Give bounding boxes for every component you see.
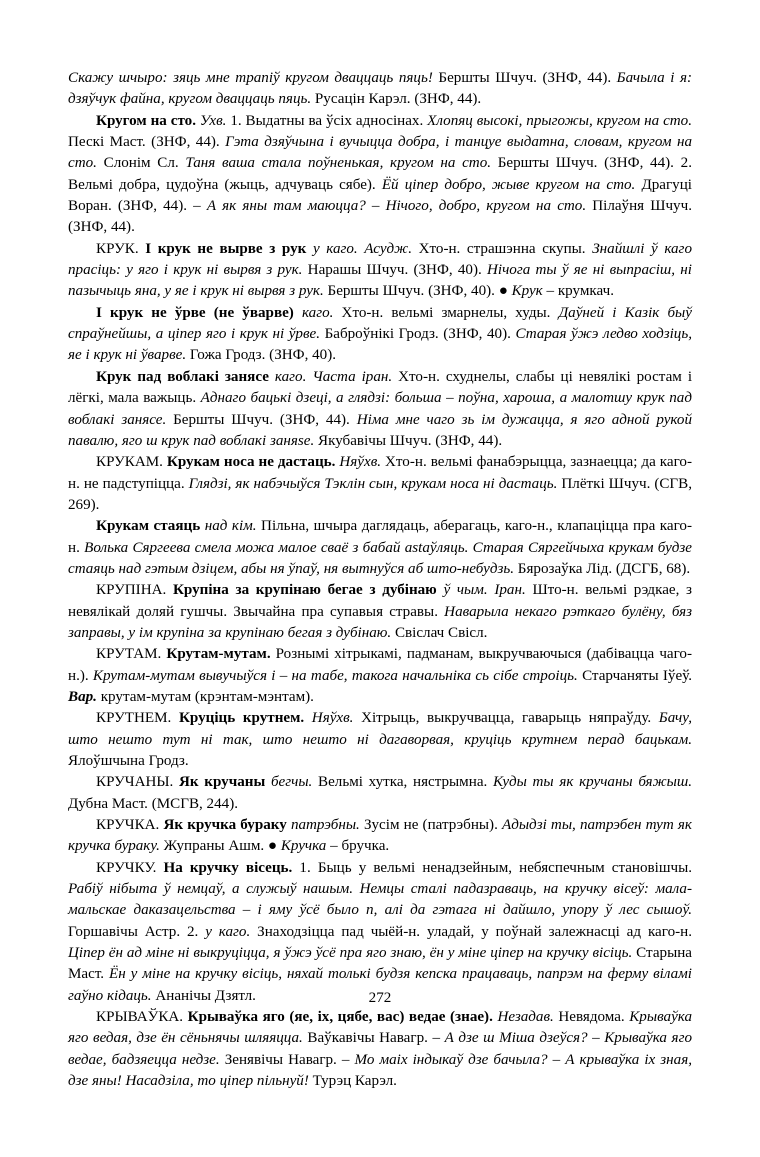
example-or-label: бегчы. xyxy=(270,774,313,791)
definition-text: крутам-мутам (крэнтам-мэнтам). xyxy=(96,688,314,705)
idiom-headword: Як кручаны xyxy=(179,774,266,791)
example-or-label: Няўхв. xyxy=(339,454,382,471)
definition-text: Русацін Карэл. (ЗНФ, 44). xyxy=(311,91,482,108)
definition-text: Бярозаўка Лід. (ДСГБ, 68). xyxy=(514,560,691,577)
example-or-label: Таня ваша стала поўненькая, кругом на сто. xyxy=(185,155,492,172)
example-or-label: Адыдзі ты, патрэбен тут як кручка бураку. xyxy=(68,817,692,855)
example-or-label: каго. Часта іран. xyxy=(274,368,393,385)
definition-text: Зусім не (патрэбны). xyxy=(359,817,502,834)
example-or-label: Скажу шчыро: зяць мне трапіў кругом дваццаць пяць! xyxy=(68,70,433,86)
example-or-label: – А дзе ш Міша дзеўся? – Крываўка яго ведае, бадзяецца недзе. xyxy=(68,1030,693,1068)
definition-text: – крумкач. xyxy=(542,283,614,300)
page-number: 272 xyxy=(368,990,392,1006)
definition-text: Знаходзіцца пад чыёй-н. уладай, у поўнай залежнасці ад каго-н. xyxy=(250,923,692,940)
definition-text: КРЫВАЎКА. xyxy=(96,1009,188,1026)
example-or-label: Кручка xyxy=(280,838,327,855)
definition-text: Хто-н. схуднелы, слабы ці невялікі ростам і лёгкі, мала важыць. xyxy=(68,368,693,407)
example-or-label: Волька Сяргеева смела можа малое сваё з бабай astaўляць. Старая Сяргейчыха крукам будзе стаяць над гэтым дзіцем, абы ня ўпаў, ня вытнуўся аб што-небудзь. xyxy=(68,539,692,577)
example-or-label: патрэбны. xyxy=(290,817,360,834)
dictionary-entry xyxy=(68,708,692,772)
dictionary-entry xyxy=(68,858,692,1007)
definition-text: КРУТАМ. xyxy=(96,646,167,663)
example-or-label: Ухв. xyxy=(199,112,227,129)
definition-text: 1. Выдатны ва ўсіх адносінах. xyxy=(226,112,428,129)
definition-text: КРУК. xyxy=(96,240,146,257)
variant-label: Вар. xyxy=(68,688,97,705)
definition-text: Пескі Маст. (ЗНФ, 44). xyxy=(68,134,226,151)
definition-text: Старчаняты Іўеў. xyxy=(577,667,692,684)
idiom-headword: Крук пад воблакі занясе xyxy=(96,368,269,385)
idiom-headword: Крутам-мутам. xyxy=(166,646,271,663)
idiom-headword: І крук не вырве з рук xyxy=(145,240,307,257)
definition-text: Бершты Шчуч. (ЗНФ, 44). xyxy=(166,411,357,428)
definition-text: Хітрыць, выкручвацца, гаварыць няпраўду. xyxy=(353,710,659,727)
example-or-label: – Мо маіх індыкаў дзе бачыла? – А крываўка іх зная, дзе яны! Насадзіла, то ціпер пільнуй! xyxy=(68,1051,692,1090)
definition-text: Рознымі хітрыкамі, падманам, выкручваючыся (дабівацца чаго-н.). xyxy=(68,646,692,684)
dictionary-entry xyxy=(68,516,692,580)
example-or-label: Гэта дзяўчына і вучыцца добра, і танцуе выдатна, словам, кругом на сто. xyxy=(68,134,693,172)
definition-text: Жупраны Ашм. ● xyxy=(159,838,281,855)
dictionary-entry xyxy=(68,239,692,303)
example-or-label: Бачу, што нешто тут ні так, што нешто ні дагаворвая, круціць крутнем перад бацькам. xyxy=(68,710,692,748)
example-or-label: каго. xyxy=(301,304,334,321)
definition-text: – бручка. xyxy=(326,838,390,855)
example-or-label: Ціпер ён ад міне ні выкруціцца, я ўжэ ўсё пра яго знаю, ён у міне ціпер на кручку вісіць. xyxy=(68,945,633,962)
definition-text: Горшавічы Астр. 2. xyxy=(68,923,206,940)
dictionary-entry xyxy=(68,367,692,452)
example-or-label: Рабіў нібыта ў немцаў, а служыў нашым. Немцы сталі падазраваць, на кручку вісеў: мала-мальскае даказацельства – і яму ўсё было п, алі да гэтага ні дайшло, упору ў лес сышоў. xyxy=(68,881,692,919)
definition-text: КРУТНЕМ. xyxy=(96,710,179,727)
definition-text: Гожа Гродз. (ЗНФ, 40). xyxy=(186,347,337,364)
example-or-label: у каго. xyxy=(205,923,251,940)
idiom-headword: Крукам стаяць xyxy=(96,518,201,535)
definition-text: Якубавічы Шчуч. (ЗНФ, 44). xyxy=(314,432,503,449)
definition-text: Турэц Карэл. xyxy=(308,1073,397,1090)
definition-text xyxy=(304,710,312,726)
idiom-headword: Кругом на сто. xyxy=(96,112,196,129)
dictionary-entry xyxy=(68,1007,692,1092)
idiom-headword: Круціць крутнем. xyxy=(178,710,305,727)
definition-text: Старына Маст. xyxy=(68,945,692,983)
dictionary-entry xyxy=(68,815,692,858)
definition-text: Плёткі Шчуч. (СГВ, 269). xyxy=(68,475,692,513)
definition-text: КРУПІНА. xyxy=(96,582,173,599)
definition-text: Ананічы Дзятл. xyxy=(151,987,256,1004)
definition-text: Вельмі хутка, нястрымна. xyxy=(312,774,493,791)
definition-text: КРУЧКУ. xyxy=(96,859,164,876)
example-or-label: Аднаго бацькі дзеці, а глядзі: больша – поўна, хароша, а малотшу крук пад воблакі занясе. xyxy=(68,390,692,428)
example-or-label: ў чым. Іран. xyxy=(443,582,526,599)
dictionary-entry xyxy=(68,68,692,111)
idiom-headword: Крываўка яго (яе, іх, цябе, вас) ведае (знае). xyxy=(187,1009,493,1026)
example-or-label: Ёй ціпер добро, жыве кругом на сто. xyxy=(381,176,636,193)
example-or-label: Крутам-мутам вывучыўся і – на табе, такога начальніка сь сібе строіць. xyxy=(92,667,578,684)
definition-text: 1. Быць у вельмі ненадзейным, небяспечным становішчы. xyxy=(292,859,692,876)
definition-text: Слонім Сл. xyxy=(96,155,186,172)
definition-text: Хто-н. вельмі фанабэрыцца, зазнаецца; да каго-н. не падступіцца. xyxy=(68,454,692,492)
example-or-label: Ён у міне на кручку вісіць, няхай толькі будзя кепска працаваць, папрэм на ферму віламі гаўно кідаць. xyxy=(68,966,692,1004)
definition-text: Свіслач Свісл. xyxy=(391,624,488,641)
definition-text: Пілаўня Шчуч. (ЗНФ, 44). xyxy=(68,198,692,236)
definition-text: Што-н. вельмі рэдкае, з невялікай доляй гушчы. Звычайна пра супавыя стравы. xyxy=(68,582,693,620)
idiom-headword: І крук не ўрве (не ўварве) xyxy=(96,304,294,321)
definition-text: КРУКАМ. xyxy=(96,454,167,471)
definition-text xyxy=(306,241,313,257)
dictionary-entry xyxy=(68,452,692,516)
example-or-label: – А як яны там маюцца? – Нічого, добро, кругом на сто. xyxy=(193,198,587,215)
definition-text: Дубна Маст. (МСГВ, 244). xyxy=(68,795,238,812)
text-column xyxy=(68,68,692,1093)
example-or-label: Даўней і Казік быў спраўнейшы, а ціпер яго і крук ні ўрве. xyxy=(68,304,692,343)
definition-text: КРУЧКА. xyxy=(96,817,164,834)
definition-text: Бершты Шчуч. (ЗНФ, 44). 2. Вельмі добра, цудоўна (жыць, адчуваць сябе). xyxy=(68,155,692,193)
example-or-label: над кім. xyxy=(204,518,257,535)
definition-text: Хто-н. вельмі змарнелы, худы. xyxy=(333,304,559,321)
definition-text: Нарашы Шчуч. (ЗНФ, 40). xyxy=(302,262,487,279)
example-or-label: Незадав. xyxy=(497,1009,554,1026)
example-or-label: Крук xyxy=(511,283,543,300)
definition-text: Хто-н. страшэнна скупы. xyxy=(412,240,593,257)
definition-text: Баброўнікі Гродз. (ЗНФ, 40). xyxy=(320,326,516,343)
example-or-label: Глядзі, як набэчыўся Тэклін сын, крукам носа ні дастаць. xyxy=(188,475,558,492)
definition-text: Невядома. xyxy=(553,1009,630,1026)
example-or-label: Наварыла некаго рэткаго булёну, бяз заправы, у ім крупіна за крупінаю бегая з дубінаю. xyxy=(68,603,692,641)
definition-text: Зенявічы Навагр. xyxy=(219,1051,342,1068)
dictionary-entry xyxy=(68,772,692,815)
example-or-label: Бачыла і я: дзяўчук файна, кругом дваццаць пяць. xyxy=(68,70,692,108)
idiom-headword: Крукам носа не дастаць. xyxy=(166,454,336,471)
definition-text: Бершты Шчуч. (ЗНФ, 40). ● xyxy=(323,283,512,300)
idiom-headword: На кручку вісець. xyxy=(163,859,293,876)
definition-text: Бершты Шчуч. (ЗНФ, 44). xyxy=(432,70,617,86)
example-or-label: Крываўка яго ведая, дзе ён сёньнячы шляяцца. xyxy=(68,1009,692,1047)
definition-text: Ваўкавічы Навагр. xyxy=(302,1030,433,1047)
dictionary-entry xyxy=(68,580,692,644)
example-or-label: Няўхв. xyxy=(311,710,354,727)
example-or-label: Німа мне чаго зь ім дужацца, я яго адной рукой павалю, яго ш крук пад воблакі заняse. xyxy=(68,411,692,449)
definition-text: Ялоўшчына Гродз. xyxy=(68,753,189,769)
example-or-label: Нічога ты ў яе ні выпрасіш, ні пазычыць яна, у яе і крук ні вырвя з рук. xyxy=(68,262,692,300)
example-or-label: у каго. Асудж. xyxy=(312,240,412,257)
definition-text: КРУЧАНЫ. xyxy=(96,774,179,791)
idiom-headword: Крупіна за крупінаю бегае з дубінаю xyxy=(172,582,437,599)
dictionary-entry xyxy=(68,644,692,708)
example-or-label: Хлопяц высокі, прыгожы, кругом на сто. xyxy=(427,112,692,129)
definition-text: Драгуці Воран. (ЗНФ, 44). xyxy=(68,176,692,215)
dictionary-entry xyxy=(68,303,692,367)
dictionary-entry xyxy=(68,111,692,239)
definition-text: Пільна, шчыра даглядаць, аберагаць, каго-н., клапаціцца пра каго-н. xyxy=(68,518,692,556)
idiom-headword: Як кручка бураку xyxy=(163,817,287,834)
example-or-label: Куды ты як кручаны бяжыш. xyxy=(492,774,692,791)
definition-text xyxy=(294,305,302,321)
example-or-label: Знайшлі ў каго прасіць: у яго і крук ні вырвя з рук. xyxy=(68,240,692,279)
example-or-label: Старая ўжэ ледво ходзіць, яе і крук ні ўварве. xyxy=(68,326,692,364)
